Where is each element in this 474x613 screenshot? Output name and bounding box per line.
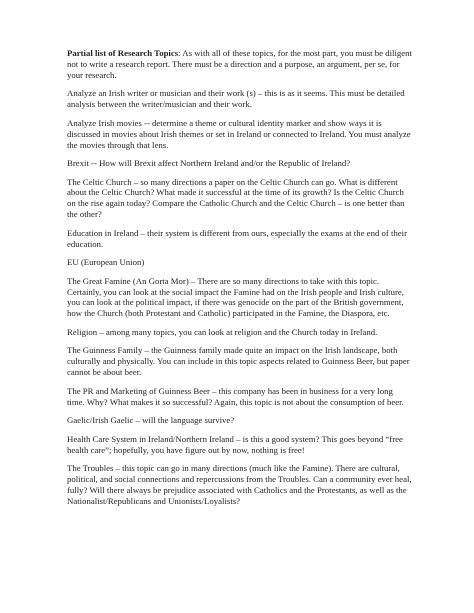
topic-irish-movies: Analyze Irish movies -- determine a theme or cultural identity marker and show ways it is discussed in movies about Irish themes or set in Ireland or connected to Ireland. You must analyze the movies through that lens.: [67, 117, 411, 150]
topic-guinness-family: The Guinness Family – the Guinness family made quite an impact on the Irish landscape, both culturally and physically. You can include in this topic aspects related to Guinness Beer, but paper cannot be about beer.: [67, 345, 410, 378]
topic-religion: Religion – among many topics, you can look at religion and the Church today in Ireland.: [67, 326, 378, 337]
topic-education: Education in Ireland – their system is different from ours, especially the exams at the end of their education.: [67, 227, 408, 249]
topic-guinness-marketing: The PR and Marketing of Guinness Beer – this company has been in business for a very long time. Why? What makes it so successful? Again, this topic is not about the consumption of beer.: [67, 385, 404, 407]
intro-paragraph: [67, 48, 412, 81]
topic-eu: EU (European Union): [67, 257, 145, 268]
topic-writer-musician: Analyze an Irish writer or musician and their work (s) – this is as it seems. This must be detailed analysis between the writer/musician and their work.: [67, 88, 405, 110]
topic-gaelic: Gaelic/Irish Gaelic – will the language survive?: [67, 415, 235, 426]
topic-celtic-church: The Celtic Church – so many directions a paper on the Celtic Church can go. What is different about the Celtic Church? What made it successful at the time of its growth? Is the Celtic Church on the rise again today? Compare the Catholic Church and the Celtic Church – is one better than the other?: [67, 176, 405, 220]
topic-brexit: Brexit -- How will Brexit affect Northern Ireland and/or the Republic of Ireland?: [67, 158, 351, 169]
topic-health-care: Health Care System in Ireland/Northern Ireland – is this a good system? This goes beyond “free health care”; hopefully, you have figure out by now, nothing is free!: [67, 433, 403, 455]
intro-heading: Partial list of Research Topics: [67, 48, 179, 58]
intro-text: : As with all of these topics, for the most part, you must be diligent not to write a research report. There must be a direction and a purpose, an argument, per se, for your research.: [67, 48, 412, 80]
document-page: [67, 48, 412, 514]
topic-great-famine: The Great Famine (An Gorta Mor) – There are so many directions to take with this topic. Certainly, you can look at the social impact the Famine had on the Irish people and Irish culture, you can look at the political impact, if there was genocide on the part of the British government, how the Church (both Protestant and Catholic) participated in the Famine, the Diaspora, etc.: [67, 275, 404, 319]
topic-the-troubles: The Troubles – this topic can go in many directions (much like the Famine). There are cultural, political, and social connections and repercussions from the Troubles. Can a community ever heal, fully? Will there always be prejudice associated with Catholics and the Protestants, as well as the Nationalist/Republicans and Unionists/Loyalists?: [67, 463, 412, 506]
